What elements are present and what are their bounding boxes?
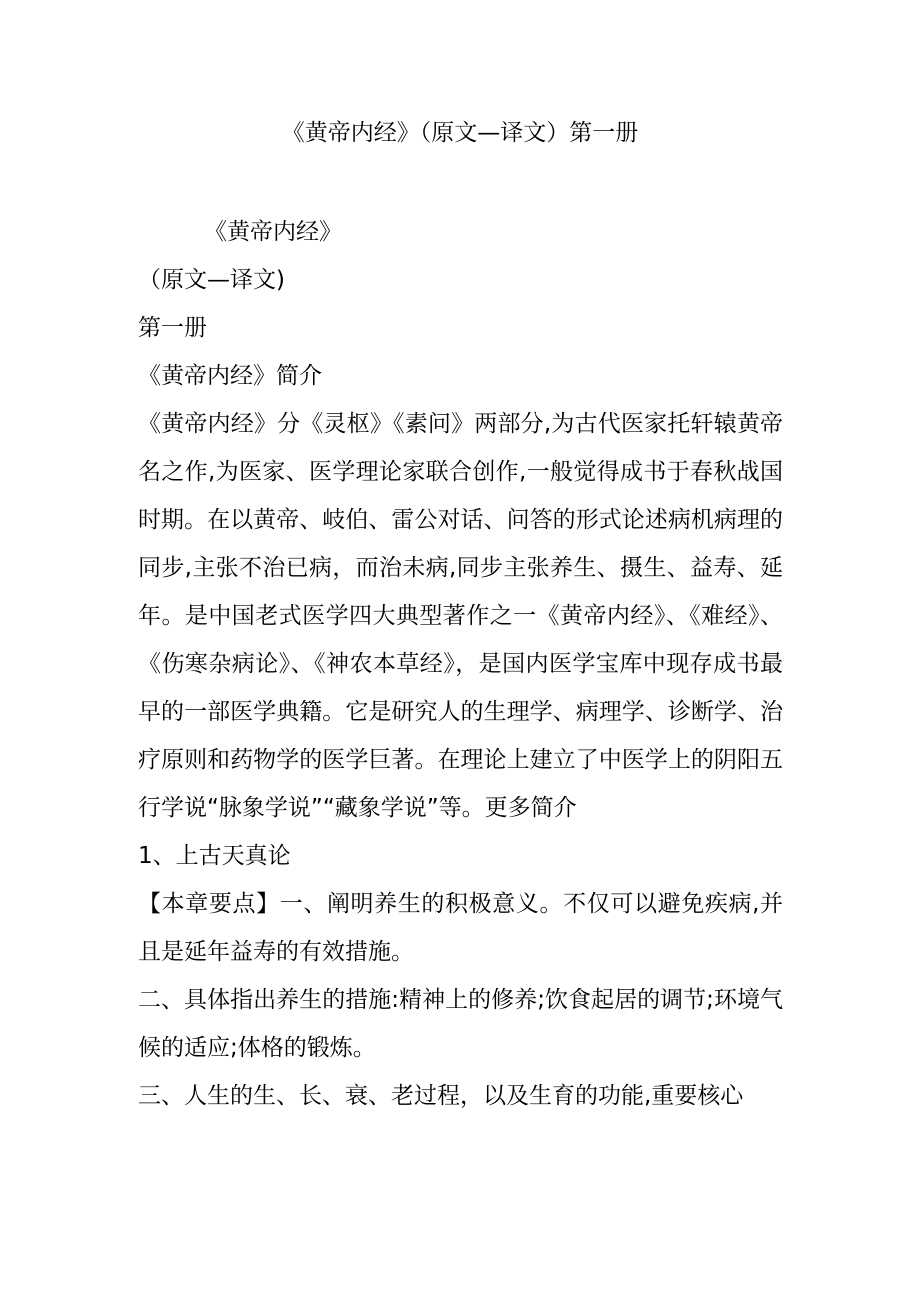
chapter-point-1: 【本章要点】一、阐明养生的积极意义。不仅可以避免疾病,并且是延年益寿的有效措施。 — [138, 891, 783, 965]
intro-heading: 《黄帝内经》简介 — [138, 363, 322, 389]
document-body — [138, 208, 783, 1120]
chapter-heading: 1、上古天真论 — [138, 843, 291, 869]
chapter-point-2: 二、具体指出养生的措施:精神上的修养;饮食起居的调节;环境气候的适应;体格的锻炼。 — [138, 987, 783, 1061]
subtitle: （原文—译文) — [138, 267, 285, 293]
intro-paragraph: 《黄帝内经》分《灵枢》《素问》两部分,为古代医家托轩辕黄帝名之作,为医家、医学理论家联合创作,一般觉得成书于春秋战国时期。在以黄帝、岐伯、雷公对话、问答的形式论述病机病理的同步,主张不治已病，而治未病,同步主张养生、摄生、益寿、延年。是中国老式医学四大典型著作之一《黄帝内经》、《难经》、《伤寒杂病论》、《神农本草经》，是国内医学宝库中现存成书最早的一部医学典籍。它是研究人的生理学、病理学、诊断学、治疗原则和药物学的医学巨著。在理论上建立了中医学上的阴阳五行学说“脉象学说”“藏象学说”等。更多简介 — [138, 411, 783, 821]
chapter-point-3: 三、人生的生、长、衰、老过程，以及生育的功能,重要核心 — [138, 1083, 744, 1109]
book-name: 《黄帝内经》 — [204, 219, 342, 245]
document-title: 《黄帝内经》（原文—译文）第一册 — [281, 120, 639, 146]
volume-label: 第一册 — [138, 315, 207, 341]
